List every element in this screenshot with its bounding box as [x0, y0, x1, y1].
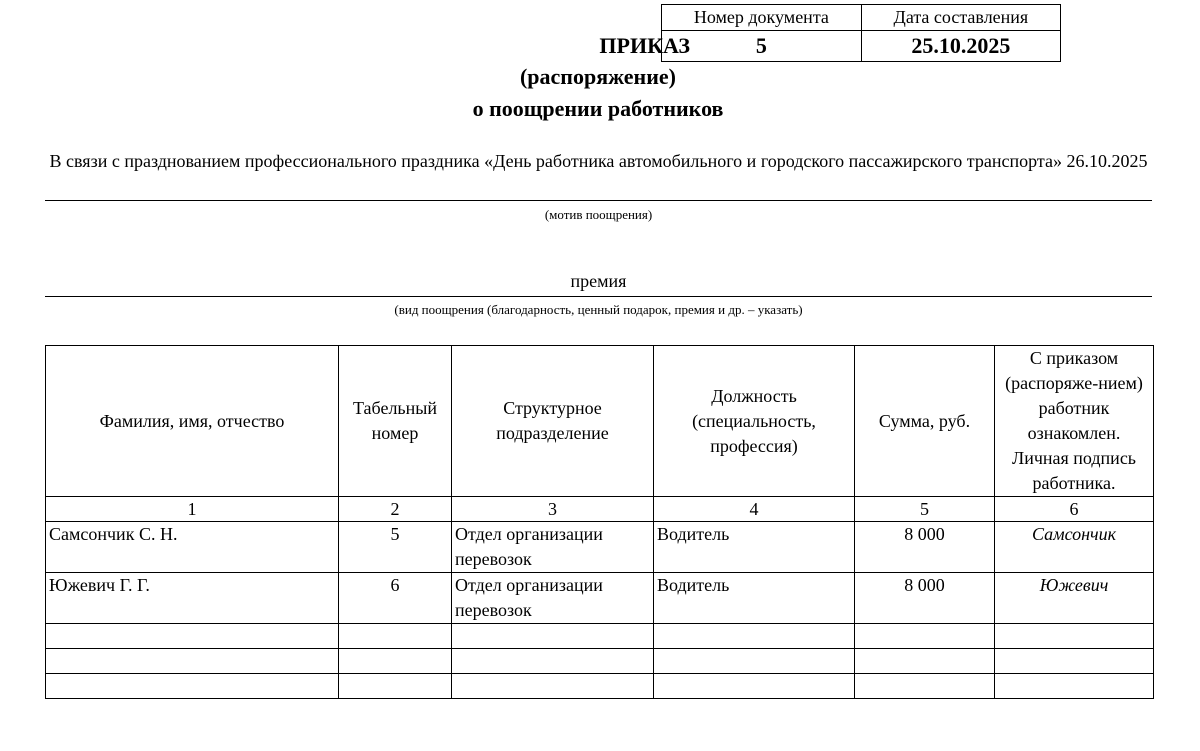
column-number: 3 [452, 497, 654, 522]
document-date-label: Дата составления [861, 5, 1060, 31]
document-number-value: 5 [662, 31, 862, 62]
document-date-value: 25.10.2025 [861, 31, 1060, 62]
employee-name: Южевич Г. Г. [46, 573, 339, 624]
employee-department: Отдел организации перевозок [452, 573, 654, 624]
header-tab-number: Табельный номер [339, 346, 452, 497]
empty-row [46, 674, 1154, 699]
title-subtitle: (распоряжение) [519, 64, 676, 89]
document-number-label: Номер документа [662, 5, 862, 31]
column-number: 1 [46, 497, 339, 522]
employee-position: Водитель [654, 522, 855, 573]
employee-amount: 8 000 [855, 573, 995, 624]
reward-underline [45, 296, 1152, 297]
employee-signature: Южевич [995, 573, 1154, 624]
empty-row [46, 649, 1154, 674]
employee-tab-number: 5 [339, 522, 452, 573]
motive-text: В связи с празднованием профессионального праздника «День работника автомобильного и городского пассажирского транспорта» 26.10.2025 [49, 151, 1148, 171]
table-row [46, 522, 1154, 573]
header-signature: С приказом (распоряже-нием) работник ознакомлен. Личная подпись работника. [995, 346, 1154, 497]
table-header-row [46, 346, 1154, 497]
header-department: Структурное подразделение [452, 346, 654, 497]
employee-name: Самсончик С. Н. [46, 522, 339, 573]
column-number: 4 [654, 497, 855, 522]
column-number: 6 [995, 497, 1154, 522]
motive-caption: (мотив поощрения) [544, 207, 653, 222]
employee-signature: Самсончик [995, 522, 1154, 573]
table-row [46, 573, 1154, 624]
header-full-name: Фамилия, имя, отчество [46, 346, 339, 497]
column-number: 2 [339, 497, 452, 522]
header-position: Должность (специальность, профессия) [654, 346, 855, 497]
reward-kind: премия [570, 271, 627, 291]
employee-amount: 8 000 [855, 522, 995, 573]
title-subject: о поощрении работников [472, 96, 724, 121]
empty-row [46, 624, 1154, 649]
title-order: ПРИКАЗ [599, 33, 690, 58]
employees-table [45, 345, 1154, 699]
document-header-box [661, 4, 1061, 62]
reward-caption: (вид поощрения (благодарность, ценный подарок, премия и др. – указать) [394, 302, 803, 317]
employee-department: Отдел организации перевозок [452, 522, 654, 573]
employee-position: Водитель [654, 573, 855, 624]
motive-underline [45, 200, 1152, 201]
header-amount: Сумма, руб. [855, 346, 995, 497]
employee-tab-number: 6 [339, 573, 452, 624]
column-number: 5 [855, 497, 995, 522]
column-number-row [46, 497, 1154, 522]
